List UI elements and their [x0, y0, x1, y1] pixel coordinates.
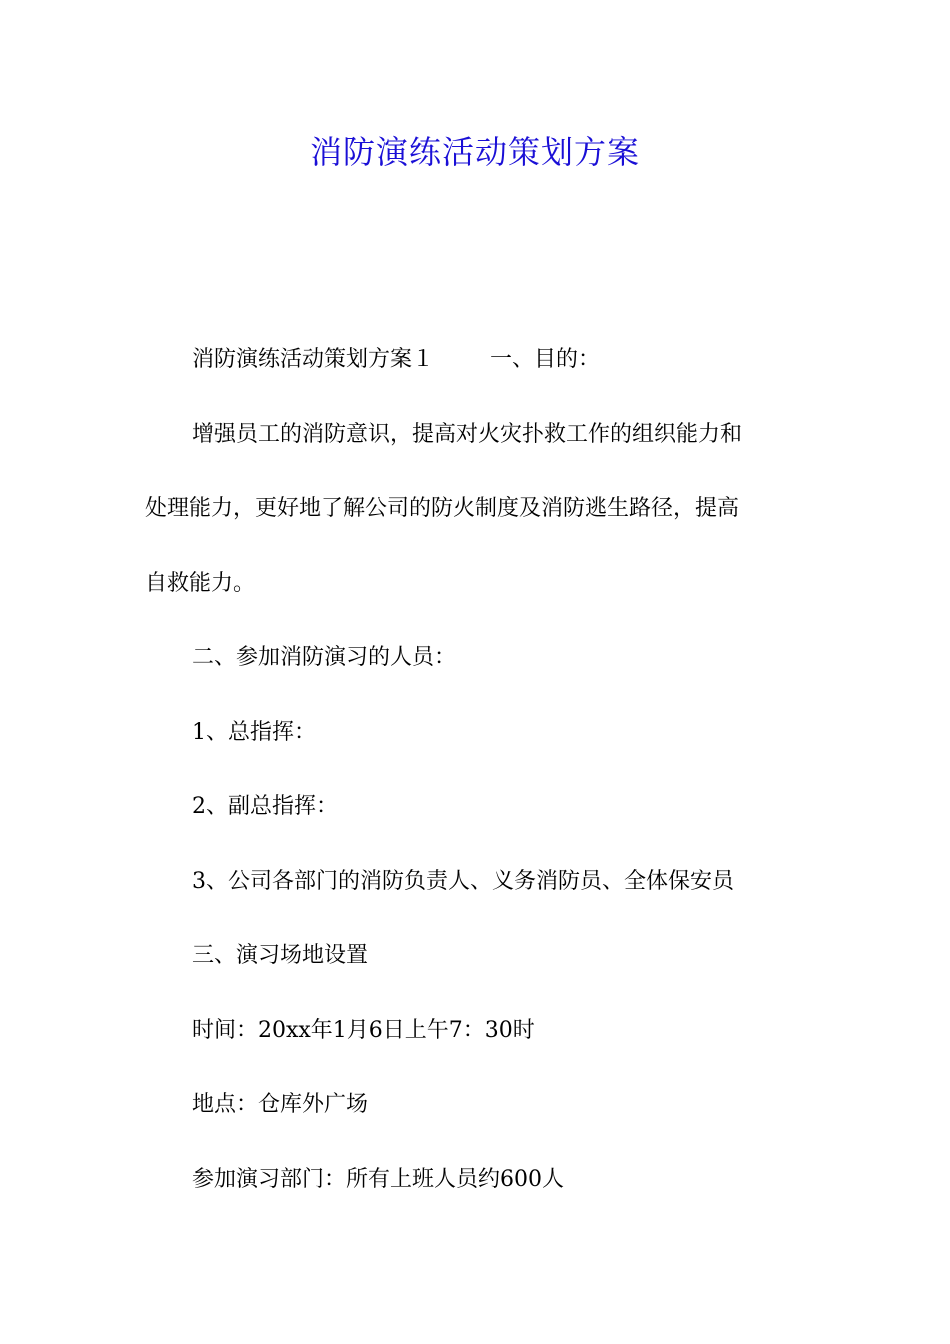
- section-heading: 二、参加消防演习的人员：: [192, 645, 457, 670]
- list-item: 1、总指挥：: [192, 719, 316, 745]
- section-heading-inline: 消防演练活动策划方案１: [192, 347, 435, 372]
- paragraph-line: 增强员工的消防意识，提高对火灾扑救工作的组织能力和: [192, 421, 743, 447]
- paragraph-line: [145, 338, 810, 413]
- document-body: [145, 338, 810, 1232]
- paragraph-line: 处理能力，更好地了解公司的防火制度及消防逃生路径，提高: [145, 496, 740, 521]
- purpose-heading: 一、目的：: [490, 347, 601, 372]
- document-title: 消防演练活动策划方案: [309, 133, 640, 171]
- paragraph-line: 自救能力。: [145, 570, 256, 596]
- location-line: 地点：仓库外广场: [192, 1092, 369, 1117]
- list-item: 3、公司各部门的消防负责人、义务消防员、全体保安员: [192, 868, 734, 894]
- list-item: 2、副总指挥：: [192, 794, 338, 819]
- participants-line: 参加演习部门：所有上班人员约600人: [192, 1166, 564, 1192]
- time-line: 时间：20xx年1月6日上午7：30时: [192, 1017, 535, 1043]
- section-heading: 三、演习场地设置: [192, 943, 369, 968]
